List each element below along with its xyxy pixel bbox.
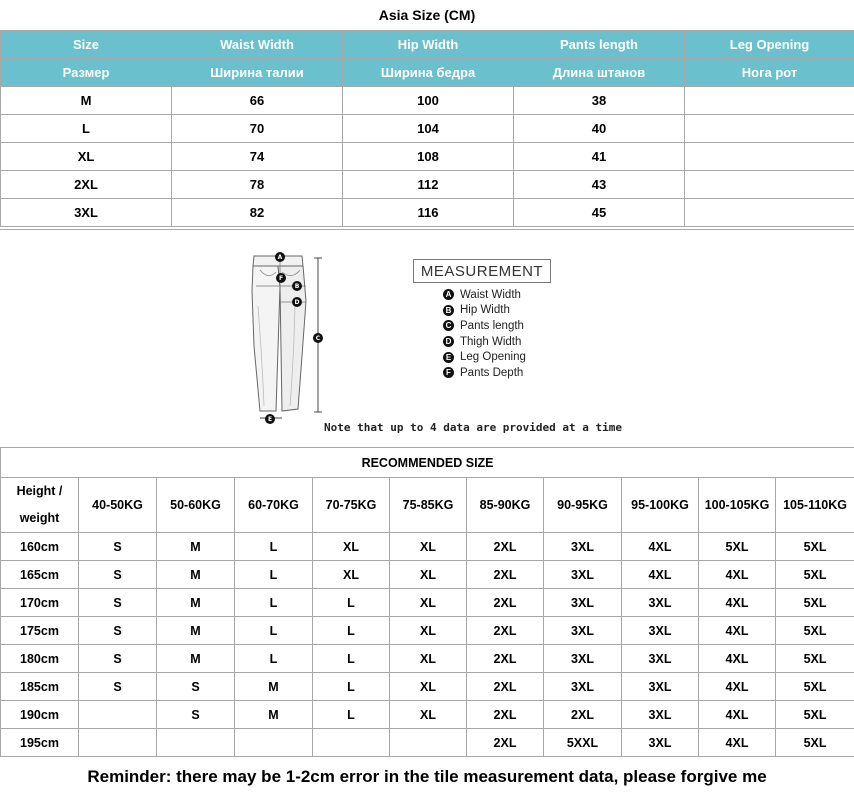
weight-header-cell: 50-60KG [157, 478, 235, 533]
size-cell: L [235, 645, 313, 673]
size-cell: 4XL [699, 617, 776, 645]
badge-e-icon: E [443, 352, 454, 363]
table-row [1, 645, 854, 673]
table-cell [685, 115, 854, 143]
size-cell: XL [390, 561, 467, 589]
size-cell [390, 729, 467, 757]
size-cell: XL [390, 617, 467, 645]
weight-header-cell: 70-75KG [313, 478, 390, 533]
size-cell: 4XL [699, 673, 776, 701]
header-cell: Hip Width [343, 31, 514, 59]
size-cell: 5XL [776, 701, 854, 729]
height-cell: 175cm [1, 617, 79, 645]
size-cell: S [79, 673, 157, 701]
size-cell: L [313, 589, 390, 617]
size-cell: 2XL [544, 701, 622, 729]
size-cell: 2XL [467, 729, 544, 757]
size-cell: L [235, 589, 313, 617]
table-cell [685, 171, 854, 199]
legend-label: Pants length [460, 319, 524, 332]
size-cell: M [235, 701, 313, 729]
table-cell [685, 199, 854, 227]
header-cell: Ширина талии [172, 59, 343, 87]
table-cell: 100 [343, 87, 514, 115]
table-cell: 78 [172, 171, 343, 199]
weight-header-cell: 90-95KG [544, 478, 622, 533]
legend-label: Waist Width [460, 288, 521, 301]
size-cell: XL [313, 561, 390, 589]
weight-header-cell: 40-50KG [79, 478, 157, 533]
reminder-text: Reminder: there may be 1-2cm error in the tile measurement data, please forgive me [87, 767, 767, 786]
size-cell: M [157, 645, 235, 673]
diagram-letter-a: A [277, 254, 283, 261]
size-cell: 3XL [544, 673, 622, 701]
legend-item [443, 365, 526, 381]
size-cell: 4XL [699, 729, 776, 757]
size-cell: 4XL [622, 533, 699, 561]
legend-label: Pants Depth [460, 366, 524, 379]
pants-diagram [240, 246, 340, 446]
diagram-letter-f: F [278, 275, 284, 282]
size-cell: M [235, 673, 313, 701]
weight-header-row [1, 478, 854, 533]
size-chart-table [0, 30, 854, 227]
corner-label-line1: Height / [16, 484, 63, 498]
header-cell: Pants length [514, 31, 685, 59]
size-cell [79, 701, 157, 729]
size-cell: M [157, 589, 235, 617]
legend-label: Leg Opening [460, 351, 526, 364]
weight-header-cell: 95-100KG [622, 478, 699, 533]
measurement-legend [443, 287, 526, 381]
header-cell: Waist Width [172, 31, 343, 59]
height-cell: 185cm [1, 673, 79, 701]
recommended-title-row [1, 448, 854, 478]
size-header-row-ru [1, 59, 854, 87]
measurement-note: Note that up to 4 data are provided at a time [324, 421, 623, 434]
size-cell [313, 729, 390, 757]
table-cell: L [1, 115, 172, 143]
table-cell: 38 [514, 87, 685, 115]
size-cell: S [79, 533, 157, 561]
size-header-row-en [1, 31, 854, 59]
table-row [1, 729, 854, 757]
size-cell: XL [390, 673, 467, 701]
size-cell: XL [390, 701, 467, 729]
legend-item [443, 349, 526, 365]
table-row [1, 115, 854, 143]
size-cell: 2XL [467, 533, 544, 561]
badge-c-icon: C [443, 320, 454, 331]
size-cell: 3XL [622, 701, 699, 729]
table-cell: 45 [514, 199, 685, 227]
table-cell: 66 [172, 87, 343, 115]
legend-label: Thigh Width [460, 335, 522, 348]
size-cell: S [79, 645, 157, 673]
table-row [1, 617, 854, 645]
size-cell: 3XL [622, 589, 699, 617]
size-cell: 5XL [699, 533, 776, 561]
table-cell: 3XL [1, 199, 172, 227]
size-cell: 2XL [467, 589, 544, 617]
badge-f-icon: F [443, 367, 454, 378]
table-row [1, 561, 854, 589]
size-cell: S [157, 701, 235, 729]
table-cell: 108 [343, 143, 514, 171]
size-cell: S [79, 561, 157, 589]
recommended-size-table [0, 447, 854, 757]
table-row [1, 171, 854, 199]
size-cell: 2XL [467, 645, 544, 673]
size-cell: 2XL [467, 673, 544, 701]
table-cell: 2XL [1, 171, 172, 199]
table-cell: 70 [172, 115, 343, 143]
weight-header-cell: 105-110KG [776, 478, 854, 533]
size-cell: 3XL [622, 645, 699, 673]
table-row [1, 143, 854, 171]
size-cell: 5XL [776, 561, 854, 589]
size-cell [235, 729, 313, 757]
height-weight-corner [1, 478, 79, 533]
header-cell: Ширина бедра [343, 59, 514, 87]
badge-a-icon: A [443, 289, 454, 300]
size-cell: 4XL [699, 645, 776, 673]
table-row [1, 589, 854, 617]
size-cell: 3XL [622, 617, 699, 645]
size-cell: 5XL [776, 533, 854, 561]
header-cell: Размер [1, 59, 172, 87]
table-cell [685, 143, 854, 171]
table-row [1, 533, 854, 561]
table-row [1, 87, 854, 115]
size-cell: 2XL [467, 561, 544, 589]
size-cell: 3XL [544, 617, 622, 645]
size-cell: 5XXL [544, 729, 622, 757]
table-cell: XL [1, 143, 172, 171]
size-cell: XL [390, 589, 467, 617]
header-cell: Длина штанов [514, 59, 685, 87]
size-cell: L [235, 617, 313, 645]
size-cell: 5XL [776, 729, 854, 757]
size-cell: M [157, 617, 235, 645]
size-cell: 4XL [699, 589, 776, 617]
size-cell: 3XL [544, 561, 622, 589]
size-cell: 5XL [776, 673, 854, 701]
badge-b-icon: B [443, 305, 454, 316]
header-cell: Size [1, 31, 172, 59]
table-cell: 112 [343, 171, 514, 199]
size-cell: 5XL [776, 617, 854, 645]
table-cell: M [1, 87, 172, 115]
badge-d-icon: D [443, 336, 454, 347]
legend-item [443, 287, 526, 303]
size-cell: XL [390, 645, 467, 673]
measurement-section [0, 229, 854, 448]
diagram-letter-d: D [294, 299, 300, 306]
size-cell: L [313, 673, 390, 701]
size-cell: 2XL [467, 617, 544, 645]
size-chart-title: Asia Size (CM) [0, 0, 854, 31]
diagram-letter-c: C [315, 335, 321, 342]
table-cell: 43 [514, 171, 685, 199]
size-cell: 3XL [544, 645, 622, 673]
size-cell: L [313, 645, 390, 673]
header-cell: Leg Opening [685, 31, 854, 59]
size-cell: 3XL [622, 673, 699, 701]
table-cell: 116 [343, 199, 514, 227]
size-cell: 3XL [544, 533, 622, 561]
size-cell: M [157, 561, 235, 589]
weight-header-cell: 100-105KG [699, 478, 776, 533]
height-cell: 170cm [1, 589, 79, 617]
corner-label-line2: weight [19, 511, 60, 525]
table-row [1, 199, 854, 227]
legend-item [443, 303, 526, 319]
size-cell: S [79, 617, 157, 645]
table-cell: 82 [172, 199, 343, 227]
diagram-letter-e: E [267, 416, 273, 423]
legend-label: Hip Width [460, 304, 510, 317]
recommended-title: RECOMMENDED SIZE [1, 448, 854, 478]
measurement-title: MEASUREMENT [413, 259, 551, 283]
size-cell: M [157, 533, 235, 561]
weight-header-cell: 75-85KG [390, 478, 467, 533]
size-cell: S [157, 673, 235, 701]
legend-item [443, 334, 526, 350]
weight-header-cell: 60-70KG [235, 478, 313, 533]
size-cell: 4XL [622, 561, 699, 589]
size-cell: 2XL [467, 701, 544, 729]
size-cell: 4XL [699, 701, 776, 729]
size-cell: S [79, 589, 157, 617]
size-cell: 4XL [699, 561, 776, 589]
size-cell: XL [390, 533, 467, 561]
size-cell: 3XL [544, 589, 622, 617]
size-cell: L [313, 701, 390, 729]
height-cell: 190cm [1, 701, 79, 729]
table-row [1, 701, 854, 729]
size-cell: XL [313, 533, 390, 561]
height-cell: 165cm [1, 561, 79, 589]
legend-item [443, 318, 526, 334]
height-cell: 195cm [1, 729, 79, 757]
recommended-rows [1, 533, 854, 757]
size-cell: L [235, 561, 313, 589]
size-cell [157, 729, 235, 757]
weight-header-cell: 85-90KG [467, 478, 544, 533]
size-cell: 3XL [622, 729, 699, 757]
height-cell: 180cm [1, 645, 79, 673]
height-cell: 160cm [1, 533, 79, 561]
size-cell: L [313, 617, 390, 645]
header-cell: Нога рот [685, 59, 854, 87]
size-cell [79, 729, 157, 757]
table-cell: 74 [172, 143, 343, 171]
size-cell: L [235, 533, 313, 561]
table-cell [685, 87, 854, 115]
table-cell: 104 [343, 115, 514, 143]
table-row [1, 673, 854, 701]
size-cell: 5XL [776, 589, 854, 617]
size-cell: 5XL [776, 645, 854, 673]
table-cell: 40 [514, 115, 685, 143]
table-cell: 41 [514, 143, 685, 171]
diagram-letter-b: B [294, 283, 300, 290]
